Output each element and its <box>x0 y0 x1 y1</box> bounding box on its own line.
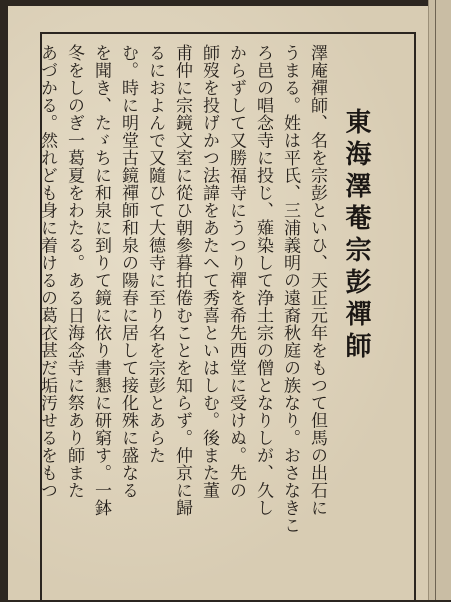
adjacent-page-edge <box>428 0 451 600</box>
text-line: む。時に明堂古鏡禪師和泉の陽春に居して接化殊に盛なる <box>118 44 138 499</box>
text-line: うまる。姓は平氏、三浦義明の遠裔秋庭の族なり。おさなきこ <box>280 44 300 534</box>
text-line: あづかる。然れども身に着けるの葛衣甚だ垢汚せるをもつ <box>37 44 57 499</box>
text-line: 甫仲に宗鏡文室に從ひ朝參暮拍倦むことを知らず。仲京に歸 <box>172 44 192 517</box>
text-line: からずして又勝福寺にうつり禪を希先西堂に受けぬ。先の <box>226 44 246 499</box>
page-title: 東海澤菴宗彭禪師 <box>341 108 371 364</box>
text-line: 冬をしのぎ一葛夏をわたる。ある日海念寺に祭あり師また <box>64 44 84 499</box>
text-line: 師歿を投げかつ法諱をあたへて秀喜といはしむ。後また董 <box>199 44 219 499</box>
text-line: るにおよんで又隨ひて大德寺に至り名を宗彭とあらた <box>145 44 165 464</box>
text-line: を聞き、たゞちに和泉に到りて鏡に依り書懇に研窮す。一鉢 <box>91 44 111 517</box>
text-line: 澤庵禪師、名を宗彭といひ、天正元年をもつて但馬の出石に <box>307 44 327 517</box>
body-text <box>37 44 330 599</box>
text-line: ろ邑の唱念寺に投じ、薙染して浄土宗の僧となりしが、久し <box>253 44 273 517</box>
book-page <box>8 6 428 600</box>
